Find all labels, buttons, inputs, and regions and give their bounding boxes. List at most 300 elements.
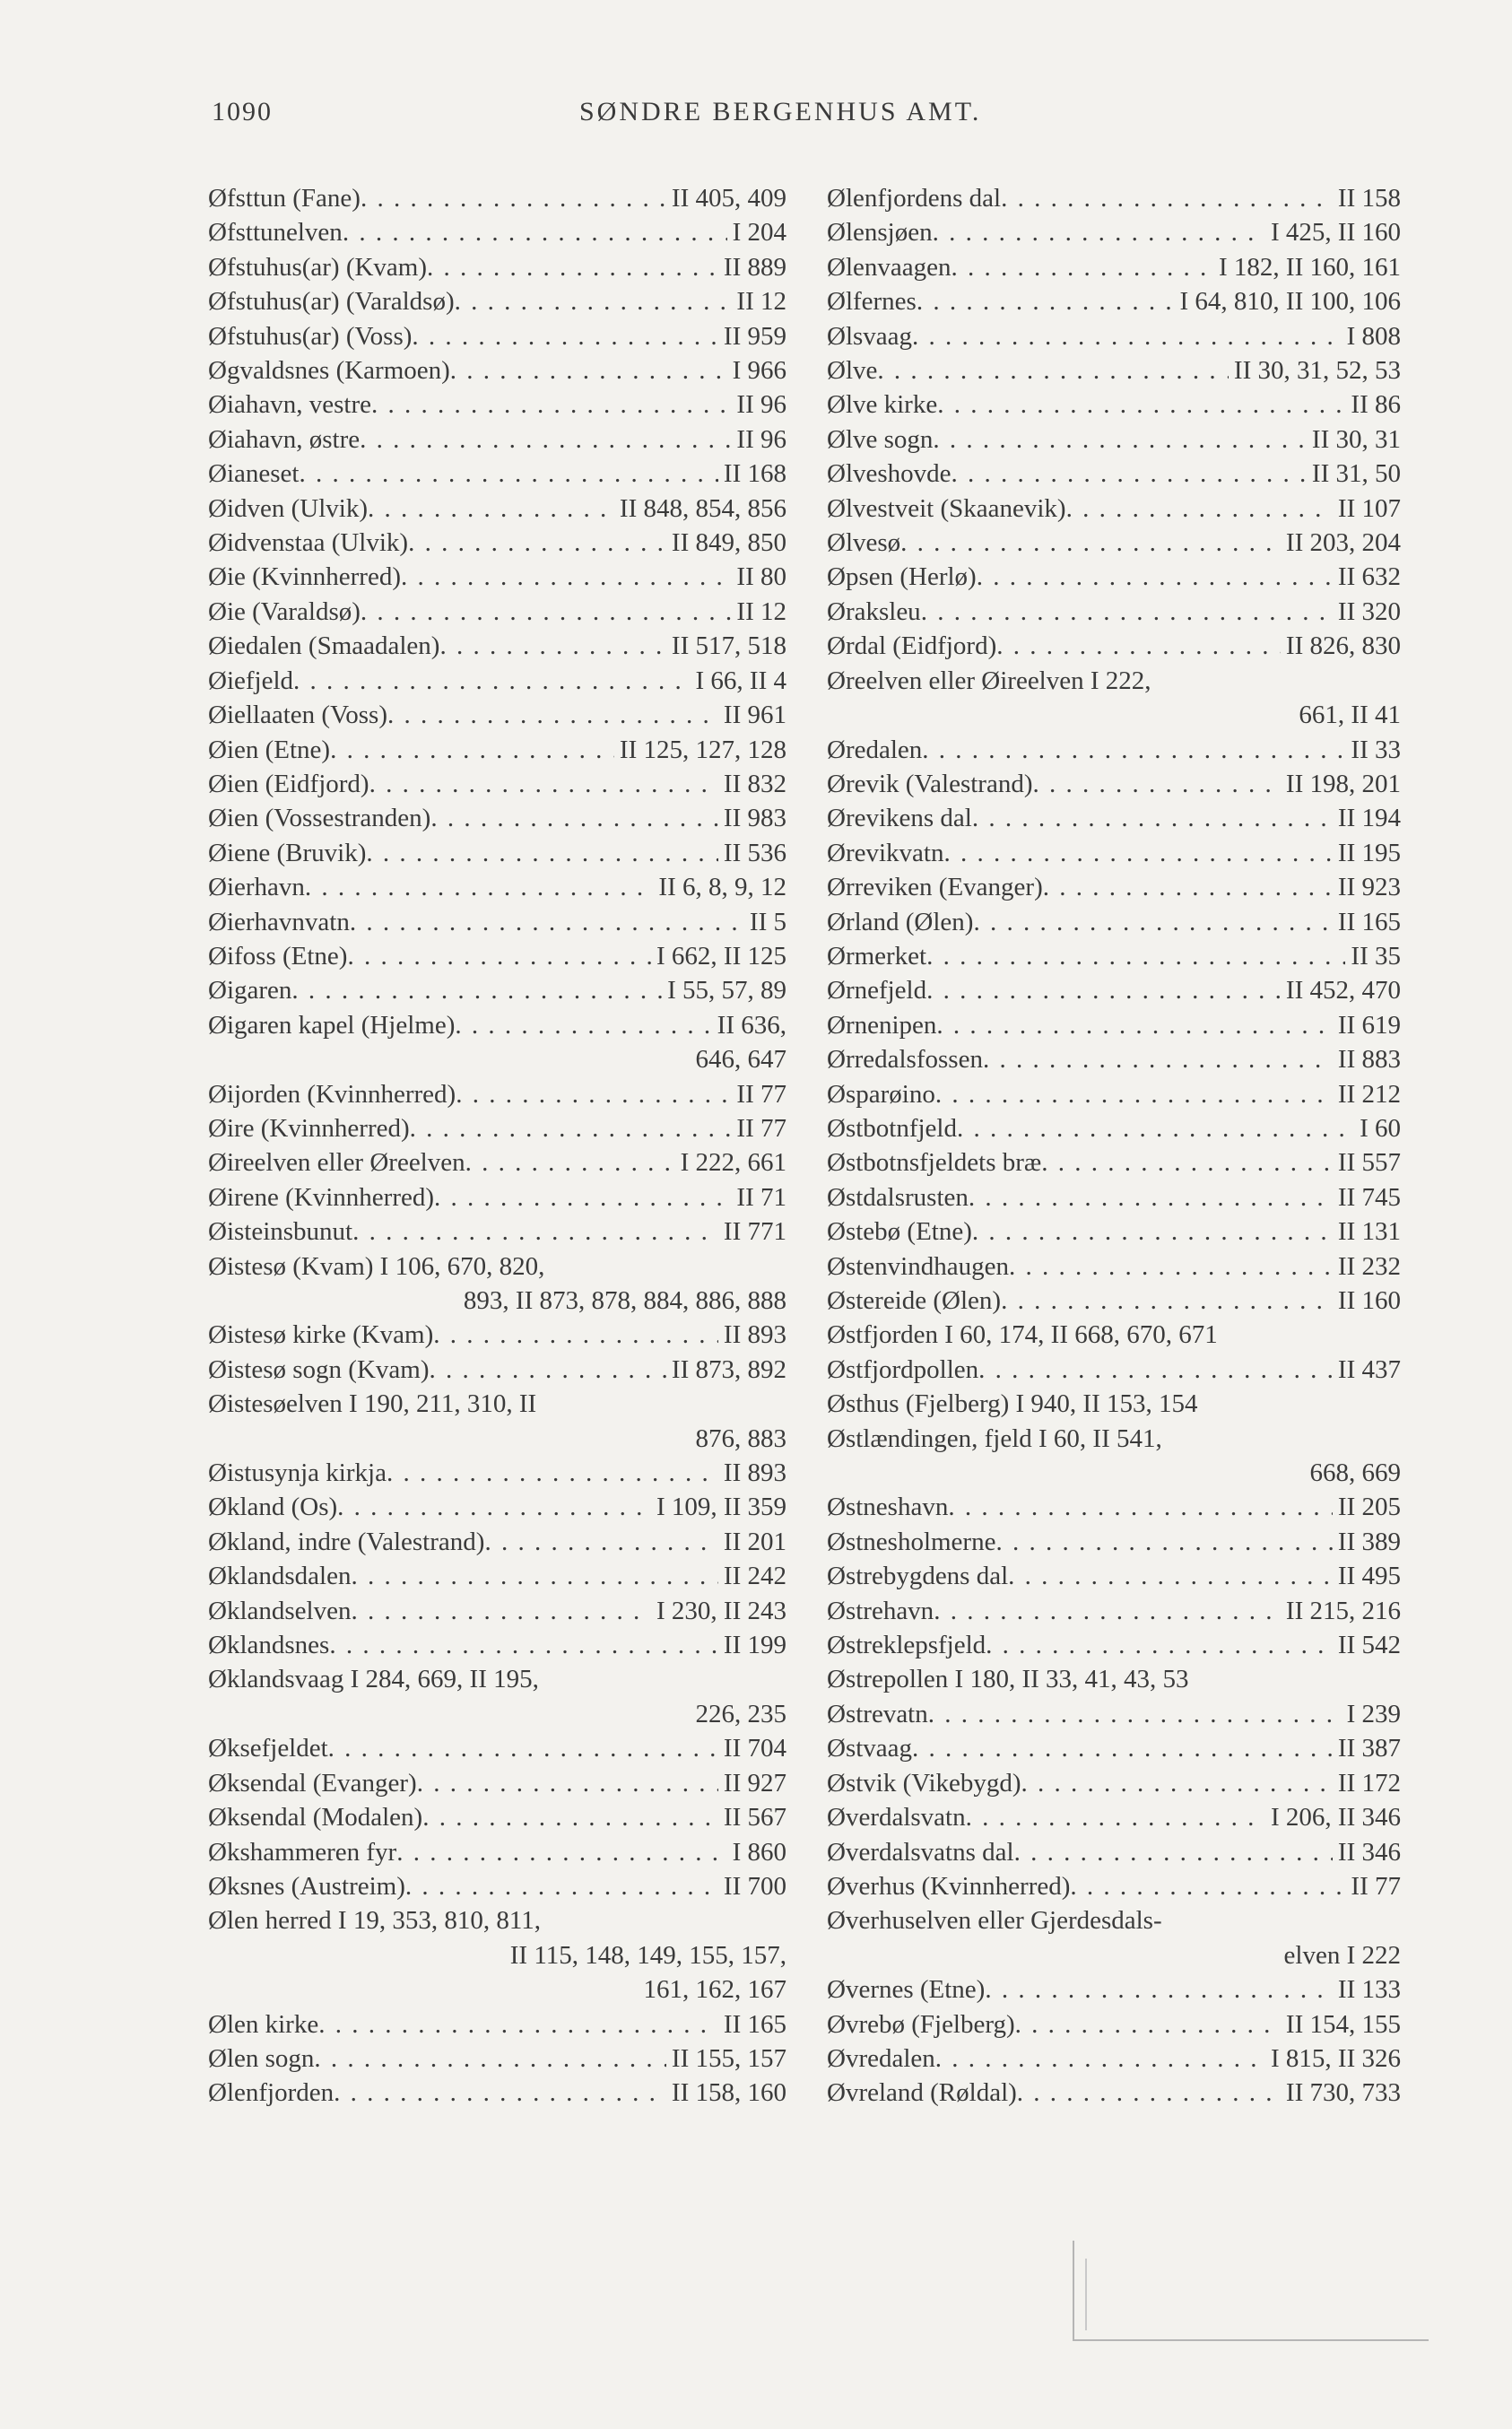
entry-label: Ølve: [827, 356, 878, 386]
entry-label: Øvreland (Røldal): [827, 2078, 1017, 2108]
entry-reference: II 883: [1337, 1045, 1401, 1075]
index-entry: [208, 422, 786, 457]
entry-reference: II 873, 892: [671, 1354, 786, 1384]
entry-label: Øireelven eller Øreelven: [208, 1148, 465, 1178]
entry-label: Øiedalen (Smaadalen): [208, 631, 440, 661]
index-entry: [827, 836, 1401, 870]
index-entry: [208, 1835, 786, 1869]
dot-leader: [427, 250, 718, 284]
index-entry: [827, 1284, 1401, 1318]
entry-reference: I 425, II 160: [1271, 218, 1401, 248]
dot-leader: [351, 1559, 717, 1593]
entry-label: Øie (Kvinnherred): [208, 562, 401, 592]
entry-reference: II 893: [723, 1320, 786, 1350]
entry-reference: II 632: [1337, 562, 1401, 592]
entry-label: Øien (Etne): [208, 735, 331, 764]
dot-leader: [456, 1077, 731, 1111]
entry-reference: II 12: [736, 596, 786, 626]
dot-leader: [986, 1628, 1333, 1662]
entry-reference: I 222, 661: [680, 1148, 786, 1178]
dot-leader: [422, 1800, 718, 1834]
index-entry: [208, 2007, 786, 2042]
dot-leader: [977, 560, 1333, 594]
index-entry: [827, 215, 1401, 249]
dot-leader: [966, 1800, 1265, 1834]
entry-label: Øfsttunelven: [208, 218, 343, 248]
index-entry: [208, 1594, 786, 1628]
entry-label: Østfjorden I 60, 174, II 668, 670, 671: [827, 1320, 1218, 1350]
entry-label: Øraksleu: [827, 596, 921, 626]
entry-reference: I 230, II 243: [656, 1596, 786, 1625]
index-entry: [827, 1869, 1401, 1903]
index-entry: [827, 629, 1401, 663]
dot-leader: [1014, 1835, 1333, 1869]
entry-reference: II 5: [749, 907, 786, 936]
entry-label: Ørland (Ølen): [827, 907, 974, 936]
dot-leader: [369, 767, 718, 801]
dot-leader: [412, 319, 718, 353]
dot-leader: [917, 284, 1175, 318]
dot-leader: [935, 1077, 1333, 1111]
dot-leader: [1021, 1766, 1333, 1800]
entry-label: Østvik (Vikebygd): [827, 1768, 1021, 1798]
index-entry: [208, 836, 786, 870]
dot-leader: [366, 836, 718, 870]
dot-leader: [430, 801, 718, 835]
entry-reference: II 131: [1337, 1217, 1401, 1247]
entry-reference: I 815, II 326: [1271, 2043, 1401, 2073]
entry-label: Økland (Os): [208, 1493, 338, 1522]
entry-label: Ølenfjorden: [208, 2078, 335, 2108]
entry-reference: II 889: [723, 252, 786, 282]
entry-continuation: 226, 235: [695, 1699, 786, 1728]
dot-leader: [952, 250, 1214, 284]
entry-label: Øksefjeldet: [208, 1734, 328, 1763]
entry-reference: II 33: [1351, 735, 1401, 764]
dot-leader: [912, 1731, 1333, 1765]
dot-leader: [922, 733, 1345, 767]
entry-reference: II 536: [723, 838, 786, 867]
entry-reference: II 155, 157: [671, 2043, 786, 2073]
dot-leader: [318, 2007, 718, 2042]
entry-reference: I 66, II 4: [695, 666, 786, 695]
index-entry: [827, 353, 1401, 387]
entry-reference: II 745: [1337, 1182, 1401, 1212]
entry-label: Øidven (Ulvik): [208, 493, 368, 523]
entry-label: Østnesholmerne: [827, 1527, 996, 1556]
dot-leader: [1001, 181, 1333, 215]
index-entry: [208, 1180, 786, 1214]
entry-reference: II 242: [723, 1562, 786, 1591]
index-entry: [208, 973, 786, 1007]
entry-label: Østdalsrusten: [827, 1182, 969, 1212]
entry-reference: II 212: [1337, 1079, 1401, 1109]
entry-reference: II 205: [1337, 1493, 1401, 1522]
entry-reference: II 77: [736, 1113, 786, 1143]
entry-label: Øksendal (Modalen): [208, 1803, 423, 1833]
entry-reference: II 80: [736, 562, 786, 592]
dot-leader: [1001, 1284, 1333, 1318]
index-entry: [208, 1387, 786, 1456]
entry-label: Ølen sogn: [208, 2043, 315, 2073]
index-entry: [208, 1318, 786, 1352]
dot-leader: [433, 1318, 718, 1352]
entry-label: Ølfernes: [827, 287, 917, 317]
entry-reference: II 517, 518: [671, 631, 786, 661]
index-entry: [208, 1662, 786, 1731]
index-entry: [208, 1214, 786, 1249]
dot-leader: [1008, 1559, 1333, 1593]
index-entry: [208, 1008, 786, 1077]
entry-reference: II 730, 733: [1285, 2078, 1401, 2108]
entry-label: Øksendal (Evanger): [208, 1768, 417, 1798]
index-entry: [827, 1662, 1401, 1696]
entry-reference: II 201: [723, 1527, 786, 1556]
index-entry: [208, 387, 786, 422]
entry-continuation: 893, II 873, 878, 884, 886, 888: [463, 1286, 786, 1315]
dot-leader: [360, 422, 731, 457]
index-entry: [827, 595, 1401, 629]
entry-label: Øklandsvaag I 284, 669, II 195,: [208, 1665, 539, 1694]
entry-reference: II 959: [723, 321, 786, 351]
index-entry: [208, 492, 786, 526]
dot-leader: [935, 2042, 1265, 2076]
dot-leader: [972, 1214, 1333, 1249]
dot-leader: [305, 870, 654, 904]
entry-continuation: 668, 669: [1309, 1458, 1401, 1488]
dot-leader: [933, 215, 1265, 249]
index-entry: [827, 1077, 1401, 1111]
index-entry: [827, 1249, 1401, 1284]
entry-label: Østlændingen, fjeld I 60, II 541,: [827, 1423, 1162, 1453]
dot-leader: [350, 905, 744, 939]
entry-label: Ølve sogn: [827, 424, 934, 454]
index-entry: [827, 870, 1401, 904]
entry-reference: II 107: [1337, 493, 1401, 523]
entry-reference: II 12: [736, 287, 786, 317]
dot-leader: [405, 1869, 718, 1903]
entry-label: Øverdalsvatn: [827, 1803, 966, 1833]
entry-reference: I 239: [1346, 1699, 1401, 1728]
dot-leader: [455, 1008, 711, 1042]
page-number: 1090: [212, 97, 273, 126]
index-entry: [208, 905, 786, 939]
entry-label: Ølvesø: [827, 528, 901, 558]
entry-reference: I 182, II 160, 161: [1219, 252, 1401, 282]
dot-leader: [299, 457, 717, 491]
dot-leader: [314, 2042, 666, 2076]
index-entry: [827, 767, 1401, 801]
entry-label: Østereide (Ølen): [827, 1286, 1002, 1315]
dot-leader: [387, 1456, 718, 1490]
index-entry: [827, 1111, 1401, 1145]
dot-leader: [1033, 767, 1281, 801]
entry-label: Øistesø (Kvam) I 106, 670, 820,: [208, 1251, 545, 1281]
entry-label: Ørevikens dal: [827, 804, 972, 833]
dot-leader: [972, 801, 1333, 835]
entry-reference: II 983: [723, 804, 786, 833]
entry-label: Øverdalsvatns dal: [827, 1837, 1014, 1867]
stamp-mark: [1073, 2241, 1429, 2341]
entry-label: Østreklepsfjeld: [827, 1631, 986, 1660]
index-entry: [827, 250, 1401, 284]
entry-reference: II 389: [1337, 1527, 1401, 1556]
entry-reference: I 60: [1360, 1113, 1401, 1143]
index-entry: [208, 284, 786, 318]
index-entry: [827, 664, 1401, 733]
dot-leader: [912, 319, 1342, 353]
dot-leader: [417, 1766, 718, 1800]
entry-reference: II 77: [1351, 1871, 1401, 1901]
index-entry: [208, 2076, 786, 2110]
index-entry: [208, 595, 786, 629]
dot-leader: [293, 664, 691, 698]
entry-continuation: elven I 222: [1283, 1940, 1401, 1970]
entry-reference: II 848, 854, 856: [619, 493, 786, 523]
entry-reference: II 96: [736, 424, 786, 454]
index-entry: [827, 1180, 1401, 1214]
dot-leader: [434, 1180, 731, 1214]
entry-label: Øigaren kapel (Hjelme): [208, 1010, 456, 1040]
index-entry: [208, 1077, 786, 1111]
entry-reference: II 30, 31: [1311, 424, 1401, 454]
entry-label: Øiene (Bruvik): [208, 838, 367, 867]
dot-leader: [439, 629, 665, 663]
dot-leader: [343, 215, 727, 249]
entry-reference: II 826, 830: [1285, 631, 1401, 661]
entry-label: Ørnefjeld: [827, 976, 927, 1006]
entry-label: Økshammeren fyr: [208, 1837, 397, 1867]
dot-leader: [410, 1111, 732, 1145]
entry-label: Ølve kirke: [827, 390, 938, 420]
dot-leader: [1015, 2007, 1281, 2042]
dot-leader: [465, 1145, 675, 1180]
dot-leader: [334, 2076, 666, 2110]
index-entry: [208, 1869, 786, 1903]
index-entry: [827, 1800, 1401, 1834]
entry-reference: II 133: [1337, 1975, 1401, 2005]
dot-leader: [455, 284, 732, 318]
dot-leader: [387, 698, 718, 732]
entry-label: Øistusynja kirkja: [208, 1458, 387, 1488]
dot-leader: [361, 181, 666, 215]
entry-label: Øverhus (Kvinnherred): [827, 1871, 1071, 1901]
dot-leader: [368, 492, 614, 526]
entry-label: Ølen herred I 19, 353, 810, 811,: [208, 1906, 542, 1936]
entry-reference: I 808: [1346, 321, 1401, 351]
dot-leader: [337, 1490, 651, 1524]
index-entry: [827, 387, 1401, 422]
entry-reference: II 125, 127, 128: [619, 735, 786, 764]
entry-label: Øklandsdalen: [208, 1562, 352, 1591]
dot-leader: [936, 1008, 1333, 1042]
entry-reference: II 495: [1337, 1562, 1401, 1591]
index-entry: [208, 1903, 786, 2007]
entry-reference: II 172: [1337, 1768, 1401, 1798]
entry-reference: II 437: [1337, 1354, 1401, 1384]
entry-reference: I 64, 810, II 100, 106: [1179, 287, 1401, 317]
index-entry: [208, 801, 786, 835]
entry-label: Øidvenstaa (Ulvik): [208, 528, 409, 558]
dot-leader: [1041, 1145, 1333, 1180]
entry-label: Øsparøino: [827, 1079, 935, 1109]
entry-label: Ørnenipen: [827, 1010, 937, 1040]
index-entry: [208, 1731, 786, 1765]
dot-leader: [484, 1525, 717, 1559]
index-entry: [827, 457, 1401, 491]
entry-reference: II 567: [723, 1803, 786, 1833]
index-entry: [827, 1387, 1401, 1421]
entry-reference: II 203, 204: [1285, 528, 1401, 558]
dot-leader: [347, 939, 651, 973]
index-entry: [208, 1800, 786, 1834]
dot-leader: [926, 939, 1345, 973]
entry-reference: II 636,: [717, 1010, 786, 1040]
index-entry: [208, 2042, 786, 2076]
index-entry: [827, 939, 1401, 973]
entry-label: Øirene (Kvinnherred): [208, 1182, 435, 1212]
index-entry: [827, 526, 1401, 560]
index-entry: [827, 422, 1401, 457]
entry-label: Øpsen (Herlø): [827, 562, 977, 592]
index-entry: [208, 664, 786, 698]
dot-leader: [371, 387, 731, 422]
index-entry: [208, 1353, 786, 1387]
index-entry: [208, 215, 786, 249]
entry-label: Øfstuhus(ar) (Varaldsø): [208, 287, 455, 317]
entry-label: Ørmerket: [827, 941, 927, 971]
dot-leader: [995, 1525, 1332, 1559]
entry-label: Øien (Vossestranden): [208, 804, 431, 833]
dot-leader: [957, 1111, 1354, 1145]
index-entry: [827, 1972, 1401, 2007]
index-entry: [827, 319, 1401, 353]
entry-label: Økland, indre (Valestrand): [208, 1527, 485, 1556]
dot-leader: [351, 1594, 651, 1628]
entry-reference: II 35: [1351, 941, 1401, 971]
index-entry: [827, 1525, 1401, 1559]
dot-leader: [1070, 1869, 1345, 1903]
dot-leader: [952, 457, 1307, 491]
entry-continuation: 646, 647: [695, 1045, 786, 1075]
index-entry: [208, 181, 786, 215]
entry-reference: II 198, 201: [1285, 769, 1401, 798]
entry-label: Øie (Varaldsø): [208, 596, 361, 626]
entry-reference: II 700: [723, 1871, 786, 1901]
entry-label: Østneshavn: [827, 1493, 949, 1522]
index-entry: [827, 1903, 1401, 1972]
index-entry: [208, 1628, 786, 1662]
index-entry: [208, 526, 786, 560]
dot-leader: [921, 595, 1333, 629]
entry-reference: II 158, 160: [671, 2078, 786, 2108]
entry-label: Øiahavn, østre: [208, 424, 361, 454]
index-entry: [827, 1766, 1401, 1800]
entry-label: Østfjordpollen: [827, 1354, 979, 1384]
entry-reference: II 199: [723, 1631, 786, 1660]
entry-label: Øreelven eller Øireelven I 222,: [827, 666, 1151, 695]
index-entry: [208, 698, 786, 732]
dot-leader: [396, 1835, 726, 1869]
entry-reference: I 109, II 359: [656, 1493, 786, 1522]
index-entry: [827, 1731, 1401, 1765]
index-entry: [208, 560, 786, 594]
index-entry: [827, 2042, 1401, 2076]
entry-continuation: II 115, 148, 149, 155, 157,: [509, 1940, 786, 1970]
entry-label: Øistesøelven I 190, 211, 310, II: [208, 1389, 537, 1419]
entry-label: Øire (Kvinnherred): [208, 1113, 410, 1143]
entry-reference: II 849, 850: [671, 528, 786, 558]
index-entry: [827, 1042, 1401, 1076]
entry-reference: II 96: [736, 390, 786, 420]
entry-label: Øigaren: [208, 976, 292, 1006]
entry-reference: II 195: [1337, 838, 1401, 867]
index-entry: [827, 973, 1401, 1007]
index-entry: [827, 801, 1401, 835]
entry-label: Øierhavnvatn: [208, 907, 350, 936]
dot-leader: [408, 526, 666, 560]
dot-leader: [926, 973, 1281, 1007]
entry-reference: II 165: [1337, 907, 1401, 936]
entry-label: Øklandsnes: [208, 1631, 330, 1660]
index-entry: [827, 1697, 1401, 1731]
dot-leader: [1017, 2076, 1281, 2110]
index-entry: [827, 1318, 1401, 1352]
index-entry: [827, 1422, 1401, 1491]
entry-label: Ølvestveit (Skaanevik): [827, 493, 1066, 523]
index-entry: [208, 767, 786, 801]
index-entry: [208, 1559, 786, 1593]
dot-leader: [1009, 1249, 1333, 1284]
entry-label: Ølsvaag: [827, 321, 913, 351]
index-entry: [208, 250, 786, 284]
index-entry: [208, 1766, 786, 1800]
dot-leader: [330, 733, 614, 767]
index-entry: [827, 2076, 1401, 2110]
entry-reference: II 405, 409: [671, 184, 786, 213]
entry-label: Øisteinsbunut: [208, 1217, 353, 1247]
index-entry: [208, 353, 786, 387]
entry-label: Øfsttun (Fane): [208, 184, 361, 213]
dot-leader: [291, 973, 662, 1007]
dot-leader: [352, 1214, 718, 1249]
entry-reference: II 893: [723, 1458, 786, 1488]
entry-label: Østrepollen I 180, II 33, 41, 43, 53: [827, 1665, 1189, 1694]
entry-reference: II 194: [1337, 804, 1401, 833]
index-entry: [827, 733, 1401, 767]
index-entry: [827, 905, 1401, 939]
entry-label: Ølensjøen: [827, 218, 933, 248]
entry-reference: II 31, 50: [1311, 459, 1401, 489]
index-entry: [208, 457, 786, 491]
entry-reference: II 154, 155: [1285, 2009, 1401, 2039]
entry-label: Østebø (Etne): [827, 1217, 972, 1247]
dot-leader: [877, 353, 1229, 387]
entry-label: Øijorden (Kvinnherred): [208, 1079, 456, 1109]
entry-label: Ølenfjordens dal: [827, 184, 1002, 213]
entry-label: Ørdal (Eidfjord): [827, 631, 997, 661]
index-column-left: [208, 181, 786, 2111]
entry-label: Øierhavn: [208, 873, 305, 902]
dot-leader: [937, 387, 1345, 422]
dot-leader: [983, 1042, 1333, 1076]
index-entry: [208, 319, 786, 353]
dot-leader: [943, 836, 1332, 870]
entry-reference: II 158: [1337, 184, 1401, 213]
index-entry: [208, 870, 786, 904]
dot-leader: [450, 353, 727, 387]
index-entry: [208, 1145, 786, 1180]
